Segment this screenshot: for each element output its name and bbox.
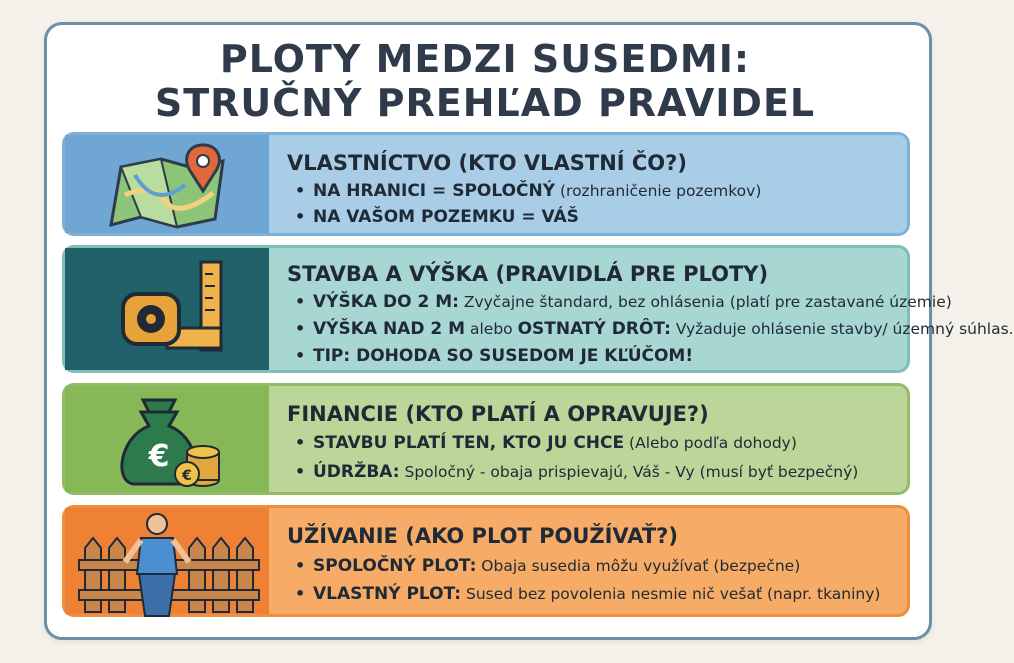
section-heading: VLASTNÍCTVO (KTO VLASTNÍ ČO?) [287, 151, 687, 175]
section-finance [62, 383, 910, 495]
money-bag-icon [65, 386, 269, 492]
svg-text:€: € [148, 439, 170, 474]
bullet-item: • VLASTNÝ PLOT: Sused bez povolenia nesmie nič vešať (napr. tkaniny) [295, 584, 881, 604]
fence-person-icon [65, 508, 269, 614]
map-pin-icon [65, 135, 269, 233]
title-line-2: STRUČNÝ PREHĽAD PRAVIDEL [154, 81, 816, 125]
bullet-item: • NA HRANICI = SPOLOČNÝ (rozhraničenie pozemkov) [295, 181, 762, 201]
bullet-item: • ÚDRŽBA: Spoločný - obaja prispievajú, Váš - Vy (musí byť bezpečný) [295, 462, 859, 482]
title-line-1: PLOTY MEDZI SUSEDMI: [219, 37, 751, 81]
bullet-item: • STAVBU PLATÍ TEN, KTO JU CHCE (Alebo podľa dohody) [295, 433, 797, 453]
section-ownership [62, 132, 910, 236]
section-heading: FINANCIE (KTO PLATÍ A OPRAVUJE?) [287, 402, 709, 426]
section-usage [62, 505, 910, 617]
bullet-item: • TIP: DOHODA SO SUSEDOM JE KĽÚČOM! [295, 346, 694, 366]
bullet-item: • NA VAŠOM POZEMKU = VÁŠ [295, 207, 579, 227]
section-construction [62, 245, 1014, 373]
svg-text:€: € [182, 468, 192, 484]
bullet-item: • SPOLOČNÝ PLOT: Obaja susedia môžu využívať (bezpečne) [295, 556, 801, 576]
tape-measure-icon [65, 248, 269, 370]
bullet-item: • VÝŠKA DO 2 M: Zvyčajne štandard, bez ohlásenia (platí pre zastavané územie) [295, 292, 952, 312]
bullet-item: • VÝŠKA NAD 2 M alebo OSTNATÝ DRÔT: Vyžaduje ohlásenie stavby/ územný súhlas. [295, 319, 1014, 339]
section-heading: UŽÍVANIE (AKO PLOT POUŽÍVAŤ?) [287, 524, 678, 548]
section-heading: STAVBA A VÝŠKA (PRAVIDLÁ PRE PLOTY) [287, 262, 769, 286]
